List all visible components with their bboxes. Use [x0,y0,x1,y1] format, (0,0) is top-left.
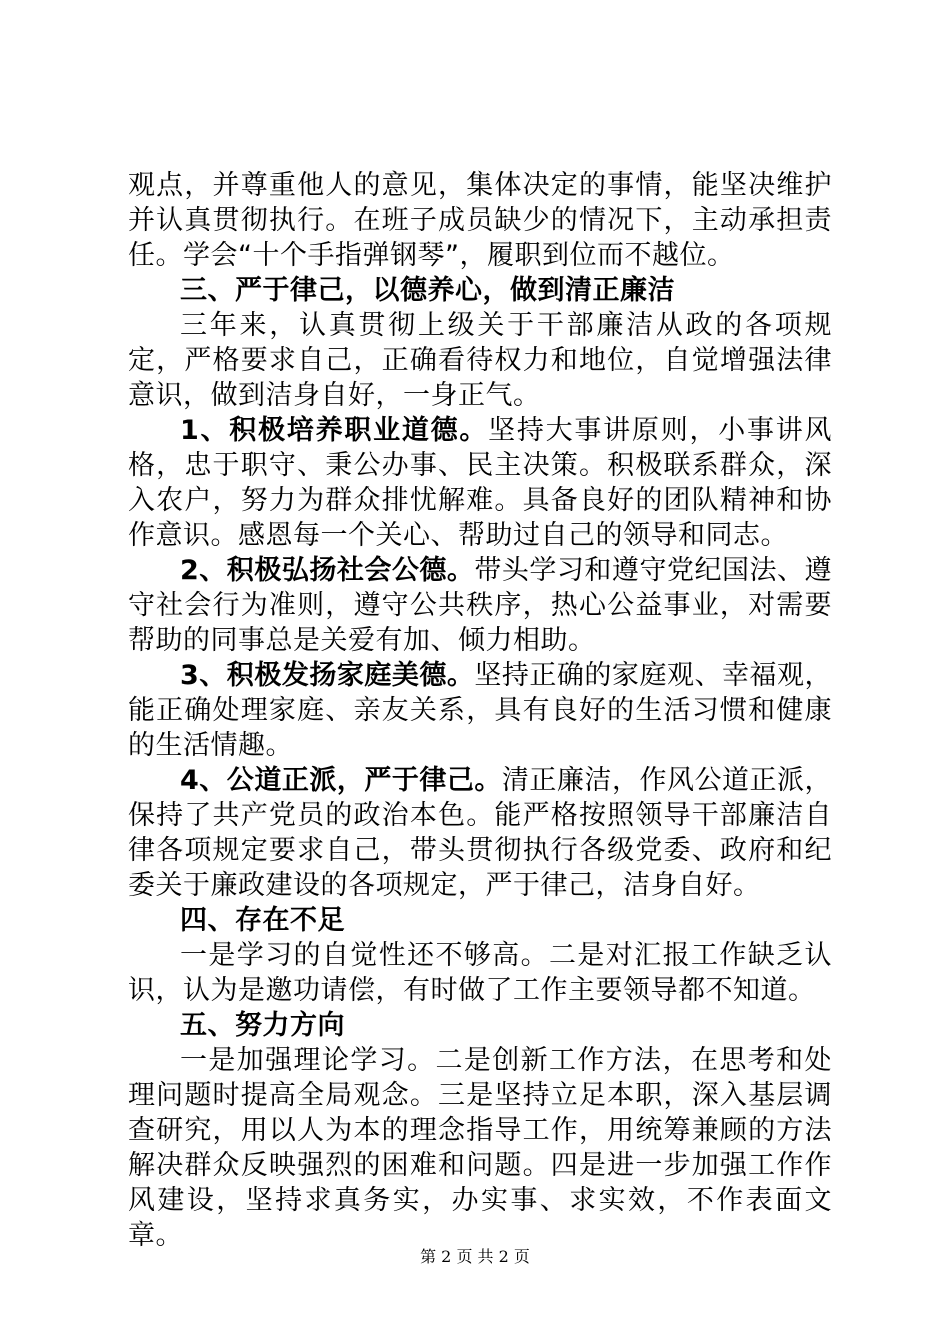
page-footer: 第 2 页 共 2 页 [420,1247,530,1266]
paragraph-shortcomings: 一是学习的自觉性还不够高。二是对汇报工作缺乏认识，认为是邀功请偿，有时做了工作主要领导都不知道。 [128,940,832,1006]
paragraph-directions: 一是加强理论学习。二是创新工作方法，在思考和处理问题时提高全局观念。三是坚持立足本职，深入基层调查研究，用以人为本的理念指导工作，用统筹兼顾的方法解决群众反映强烈的困难和问题。四是进一步加强工作作风建设，坚持求真务实，办实事、求实效，不作表面文章。 [128,1045,832,1251]
item-4-text: 清正廉洁，作风公道正派，保持了共产党员的政治本色。能严格按照领导干部廉洁自律各项规定要求自己，带头贯彻执行各级党委、政府和纪委关于廉政建设的各项规定，严于律己，洁身自好。 [128,765,833,901]
section-heading-4: 四、存在不足 [180,905,345,936]
item-3-lead: 3、积极发扬家庭美德。 [180,660,475,691]
item-1-text: 坚持大事讲原则，小事讲风格，忠于职守、秉公办事、民主决策。积极联系群众，深入农户，努力为群众排忧解难。具备良好的团队精神和协作意识。感恩每一个关心、帮助过自己的领导和同志。 [128,415,832,551]
item-3-text: 坚持正确的家庭观、幸福观，能正确处理家庭、亲友关系，具有良好的生活习惯和健康的生活情趣。 [128,660,832,761]
section-heading-5: 五、努力方向 [180,1010,345,1041]
item-1-lead: 1、积极培养职业道德。 [180,415,489,446]
document-body [128,168,832,1253]
paragraph-item-4 [128,763,832,903]
item-4-lead: 4、公道正派，严于律己。 [180,765,502,796]
section-heading-3: 三、严于律己，以德养心，做到清正廉洁 [180,275,675,306]
paragraph-section-3-intro: 三年来，认真贯彻上级关于干部廉洁从政的各项规定，严格要求自己，正确看待权力和地位，自觉增强法律意识，做到洁身自好，一身正气。 [128,310,832,411]
item-2-text: 带头学习和遵守党纪国法、遵守社会行为准则，遵守公共秩序，热心公益事业，对需要帮助的同事总是关爱有加、倾力相助。 [128,555,832,656]
paragraph-item-1 [128,413,832,553]
paragraph-item-2 [128,553,832,658]
paragraph-continuation: 观点，并尊重他人的意见，集体决定的事情，能坚决维护并认真贯彻执行。在班子成员缺少的情况下，主动承担责任。学会“十个手指弹钢琴”，履职到位而不越位。 [128,170,832,271]
paragraph-item-3 [128,658,832,763]
item-2-lead: 2、积极弘扬社会公德。 [180,555,475,586]
